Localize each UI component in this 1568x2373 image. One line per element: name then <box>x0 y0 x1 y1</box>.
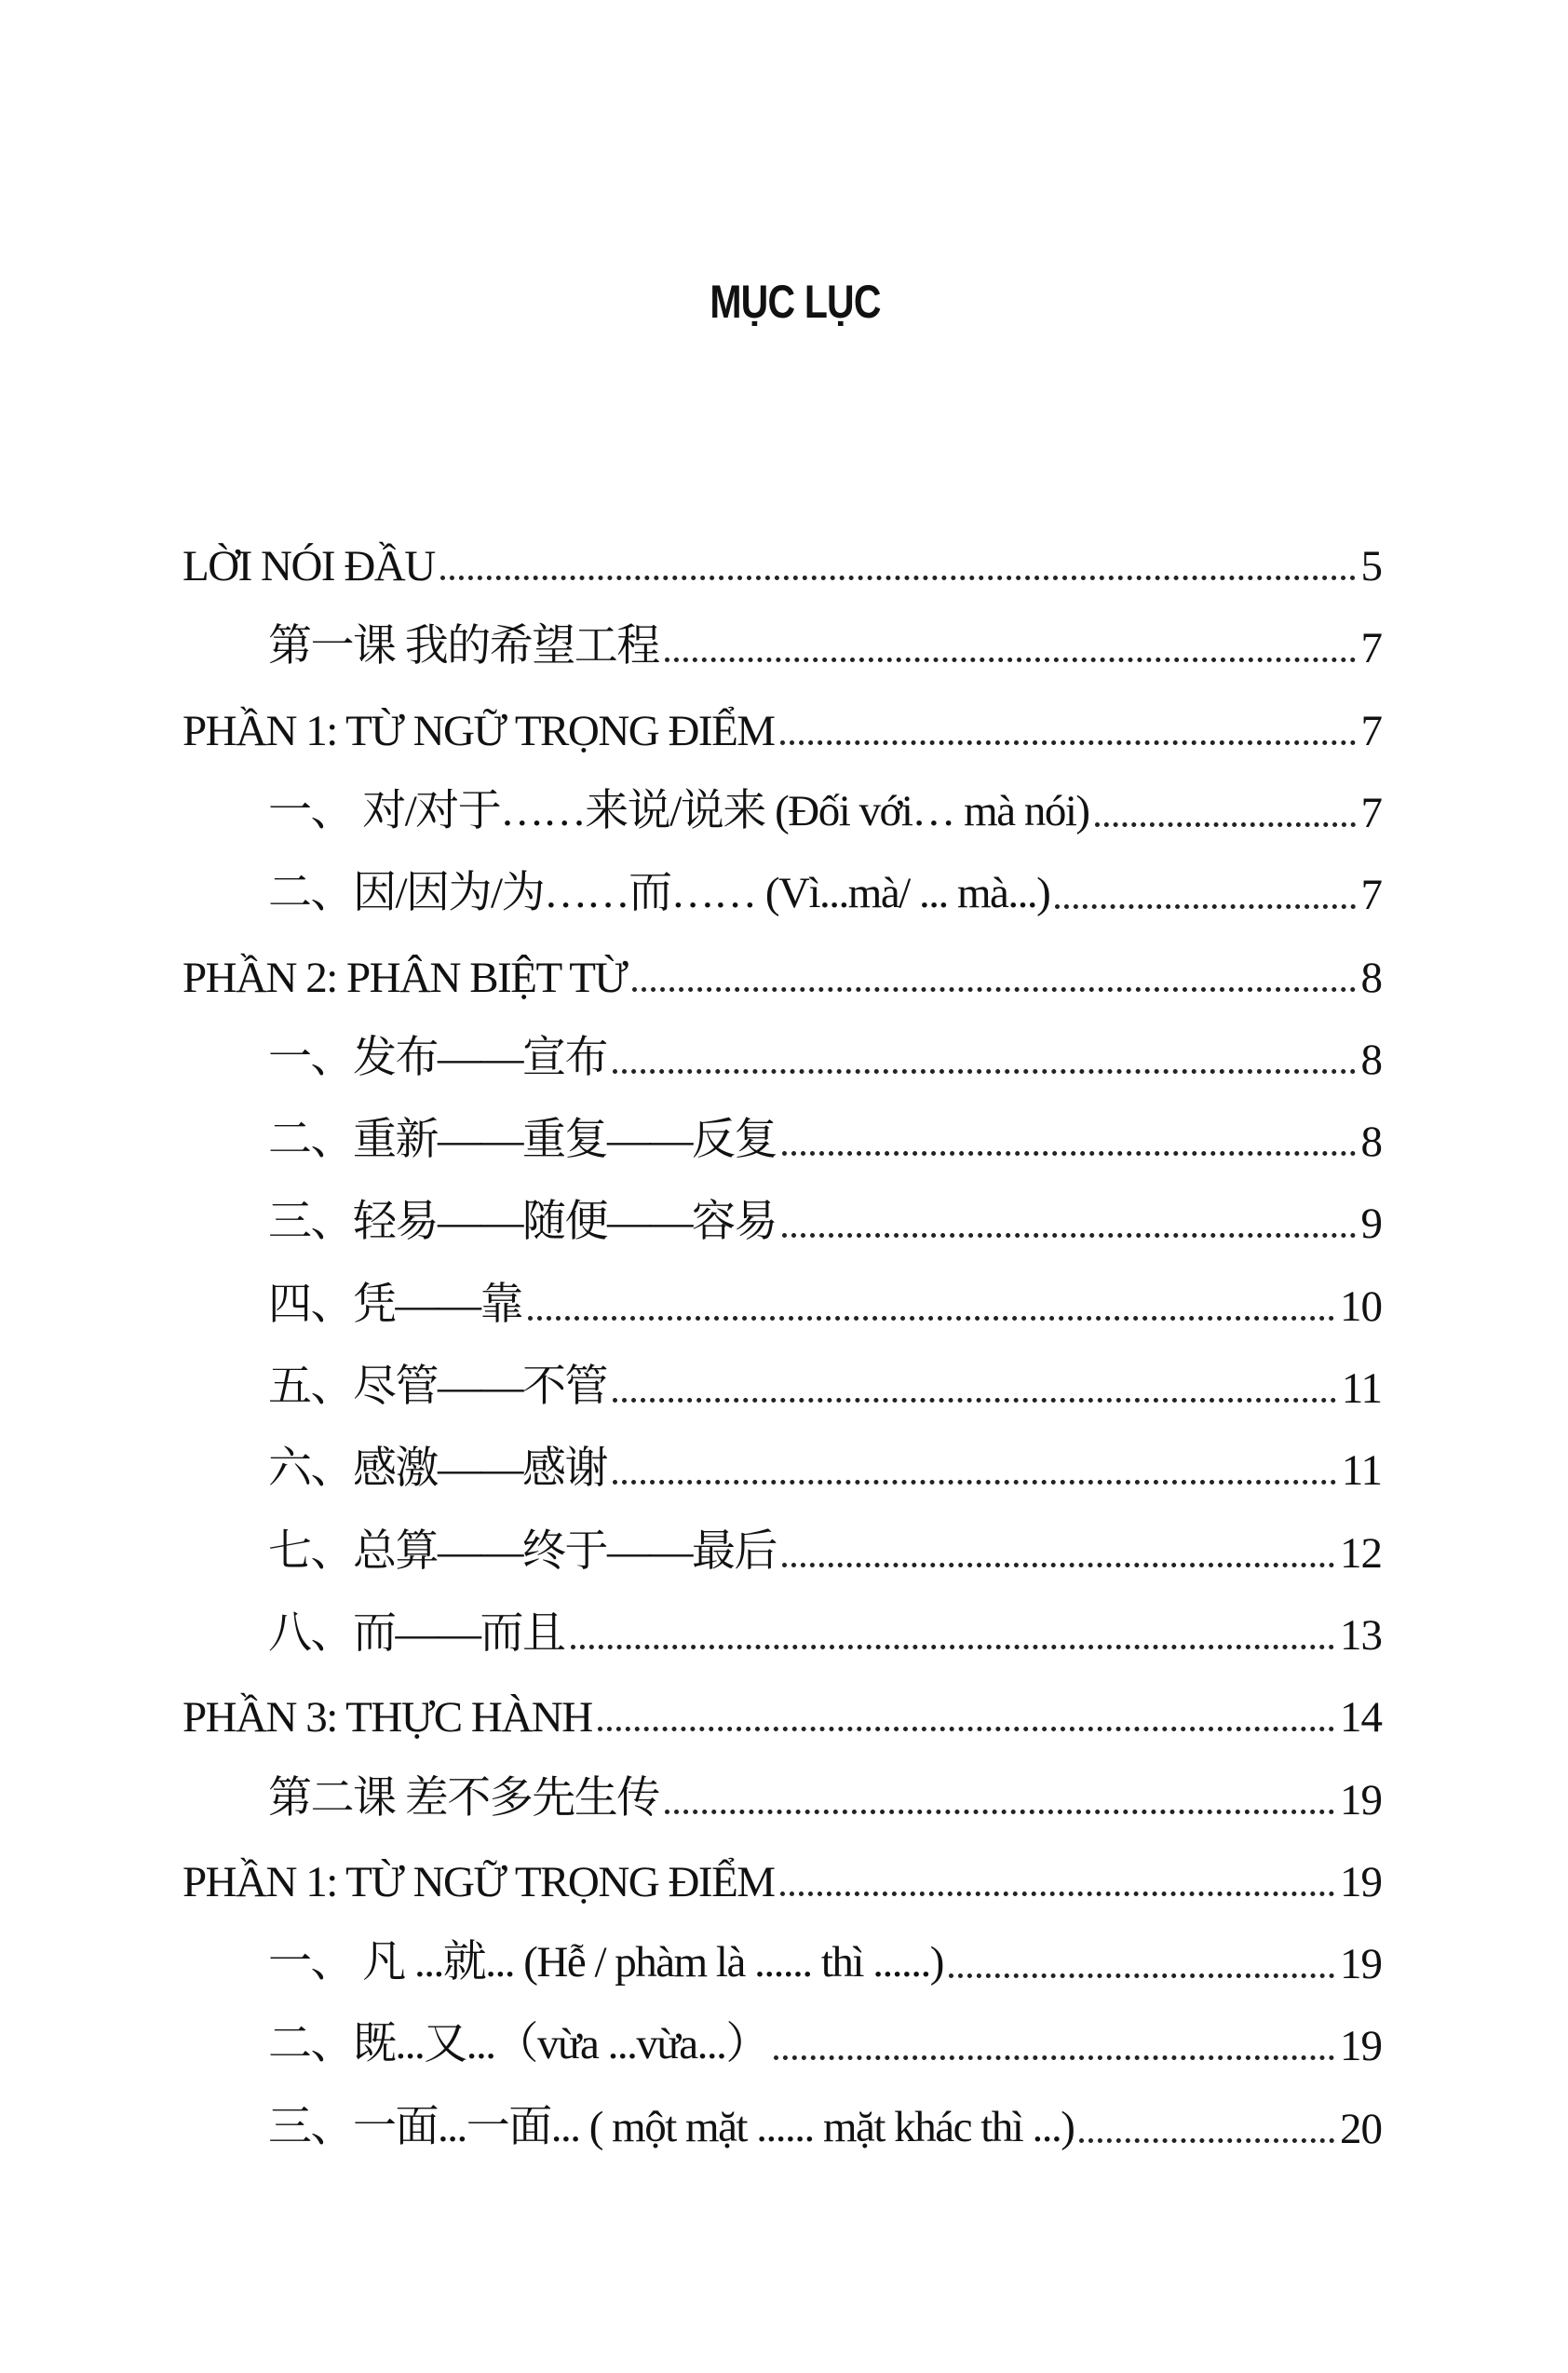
toc-entry-label: 第二课 差不多先生传 <box>268 1773 659 1823</box>
toc-entry-label: 三、轻易——随便——容易 <box>268 1198 777 1247</box>
toc-entry[interactable] <box>268 1358 1382 1414</box>
toc-entry-label: 一、 凡 ...就... (Hễ / phàm là ...... thì ......) <box>268 1938 943 1987</box>
dot-leader <box>665 658 1356 662</box>
toc-entry-label: 二、既...又...（vừa ...vừa...） <box>268 2020 768 2069</box>
toc-entry-label: 五、尽管——不管 <box>268 1363 607 1411</box>
toc-entry[interactable] <box>268 1605 1382 1661</box>
dot-leader <box>780 1892 1334 1896</box>
toc-entry-page: 19 <box>1340 1940 1382 1989</box>
toc-entry[interactable] <box>268 1111 1382 1167</box>
toc-entry-page: 11 <box>1341 1364 1382 1413</box>
toc-entry-page: 11 <box>1341 1446 1382 1496</box>
dot-leader <box>665 1810 1334 1814</box>
toc-entry-page: 5 <box>1360 542 1382 590</box>
toc-entry-page: 8 <box>1360 1035 1382 1084</box>
toc-entry-label: 八、而——而且 <box>268 1608 565 1658</box>
dot-leader <box>632 987 1355 992</box>
dot-leader <box>774 2055 1334 2060</box>
toc-entry-label: 三、一面...一面... ( một mặt ...... mặt khác thì ...) <box>268 2102 1075 2151</box>
toc-entry-label: PHẦN 3: THỰC HÀNH <box>182 1693 592 1742</box>
toc-entry[interactable] <box>182 536 1382 591</box>
toc-entry-page: 14 <box>1340 1693 1382 1742</box>
toc-entry-label: 六、感激——感谢 <box>268 1444 607 1494</box>
toc-entry-label: LỜI NÓI ĐẦU <box>182 542 435 590</box>
toc-entry-page: 7 <box>1360 624 1382 673</box>
dot-leader <box>1055 904 1355 909</box>
toc-entry[interactable] <box>268 1523 1382 1579</box>
dot-leader <box>782 1233 1356 1238</box>
dot-leader <box>613 1069 1356 1074</box>
toc-entry-label: 第一课 我的希望工程 <box>268 622 659 671</box>
toc-entry-label: PHẦN 1: TỪ NGỮ TRỌNG ĐIỂM <box>182 706 775 755</box>
toc-entry[interactable] <box>268 1276 1382 1332</box>
toc-entry[interactable] <box>182 947 1382 1003</box>
toc-entry[interactable] <box>268 864 1382 920</box>
toc-entry[interactable] <box>268 2098 1382 2154</box>
dot-leader <box>782 1151 1356 1156</box>
toc-entry-page: 9 <box>1360 1200 1382 1249</box>
dot-leader <box>1079 2138 1334 2143</box>
toc-entry-label: PHẦN 2: PHÂN BIỆT TỪ <box>182 953 628 1002</box>
toc-entry[interactable] <box>268 1193 1382 1249</box>
dot-leader <box>1095 822 1356 827</box>
toc-entry-label: PHẦN 1: TỪ NGỮ TRỌNG ĐIỂM <box>182 1857 775 1906</box>
toc-entry-page: 19 <box>1340 2022 1382 2071</box>
toc-entry-page: 10 <box>1340 1281 1382 1331</box>
dot-leader <box>571 1645 1335 1649</box>
toc-entry[interactable] <box>268 617 1382 673</box>
dot-leader <box>949 1973 1334 1978</box>
dot-leader <box>780 740 1356 745</box>
toc-entry-label: 二、因/因为/为……而…… (Vì...mà/ ... mà...) <box>268 869 1050 918</box>
toc-entry-page: 13 <box>1340 1610 1382 1660</box>
toc-entry[interactable] <box>268 1029 1382 1085</box>
toc-entry-page: 12 <box>1340 1528 1382 1578</box>
toc-entry-label: 一、 对/对于……来说/说来 (Đối với… mà nói) <box>268 786 1089 835</box>
dot-leader <box>782 1563 1334 1567</box>
toc-entry[interactable] <box>268 1770 1382 1825</box>
toc-entry[interactable] <box>182 700 1382 756</box>
toc-entry-page: 8 <box>1360 1118 1382 1167</box>
toc-entry-label: 二、重新——重复——反复 <box>268 1116 777 1165</box>
toc-entry[interactable] <box>268 2015 1382 2071</box>
dot-leader <box>528 1316 1334 1321</box>
toc-entry-page: 20 <box>1340 2104 1382 2153</box>
toc-entry[interactable] <box>268 1440 1382 1496</box>
toc-entry-page: 19 <box>1340 1857 1382 1906</box>
toc-entry-label: 一、发布——宣布 <box>268 1033 607 1082</box>
toc-entry-label: 四、凭——靠 <box>268 1280 522 1329</box>
toc-entry-page: 7 <box>1360 788 1382 837</box>
dot-leader <box>613 1398 1336 1403</box>
toc-entry-page: 7 <box>1360 706 1382 755</box>
page-title: MỤC LỤC <box>710 276 881 328</box>
dot-leader <box>598 1727 1334 1731</box>
toc-entry[interactable] <box>182 1851 1382 1907</box>
toc-entry[interactable] <box>268 782 1382 838</box>
toc-entry-label: 七、总算——终于——最后 <box>268 1526 777 1576</box>
dot-leader <box>440 576 1356 580</box>
toc-entry-page: 8 <box>1360 953 1382 1002</box>
toc-entry[interactable] <box>268 1933 1382 1989</box>
dot-leader <box>613 1480 1336 1485</box>
toc-entry-page: 7 <box>1360 871 1382 920</box>
toc-entry-page: 19 <box>1340 1775 1382 1824</box>
toc-entry[interactable] <box>182 1687 1382 1742</box>
